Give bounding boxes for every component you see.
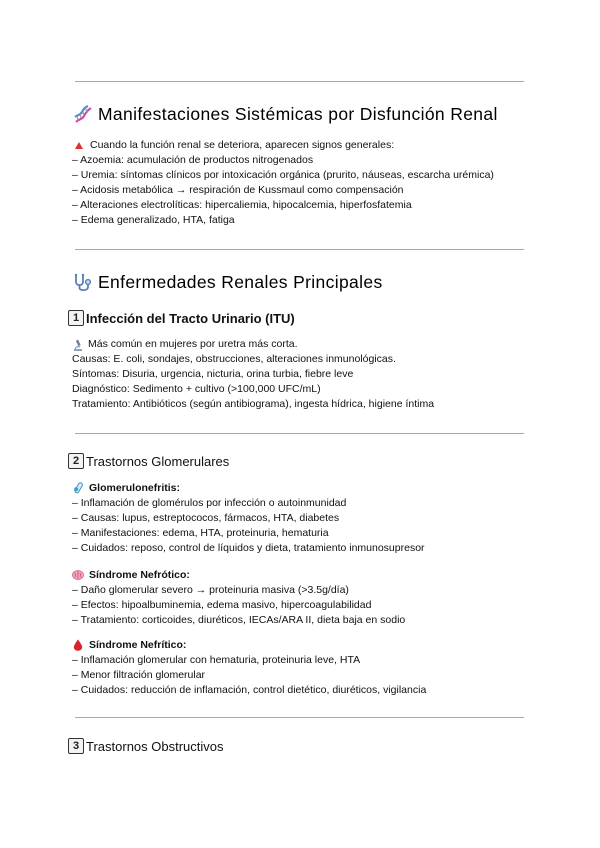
list-item: – Daño glomerular severo → proteinuria masiva (>3.5g/día) [72,584,349,596]
list-item: – Acidosis metabólica → respiración de Kussmaul como compensación [72,184,404,196]
red-triangle-icon [75,142,83,149]
list-item: – Edema generalizado, HTA, fatiga [72,214,235,226]
divider [75,717,524,718]
dna-icon [72,105,94,125]
list-item: – Efectos: hipoalbuminemia, edema masivo, hipercoagulabilidad [72,599,372,611]
nefrotico-list [72,583,405,628]
glomerulonefritis-list [72,496,425,556]
list-item: Síntomas: Disuria, urgencia, nicturia, orina turbia, fiebre leve [72,368,354,380]
list-item: – Inflamación glomerular con hematuria, proteinuria leve, HTA [72,654,361,666]
list-item: Diagnóstico: Sedimento + cultivo (>100,000 UFC/mL) [72,383,321,395]
divider [75,249,524,250]
microscope-icon [72,339,84,351]
subsection-title-text: Infección del Tracto Urinario (ITU) [86,310,295,326]
nefritico-heading [72,639,186,651]
glomerulonefritis-heading [72,482,180,494]
number-badge: 2 [68,453,84,469]
subsection-title-text: Trastornos Glomerulares [86,453,230,469]
subsection-title-text: Trastornos Obstructivos [86,738,224,754]
section-title-text: Enfermedades Renales Principales [98,272,383,292]
number-badge: 3 [68,738,84,754]
list-item: – Manifestaciones: edema, HTA, proteinuria, hematuria [72,527,329,539]
list-item: – Cuidados: reposo, control de líquidos y dieta, tratamiento inmunosupresor [72,542,425,554]
itu-note [72,337,434,352]
list-item: – Uremia: síntomas clínicos por intoxicación orgánica (prurito, náuseas, escarcha urémica) [72,169,494,181]
list-item: – Causas: lupus, estreptococos, fármacos, HTA, diabetes [72,512,340,524]
list-item: Causas: E. coli, sondajes, obstrucciones, alteraciones inmunológicas. [72,353,396,365]
section-title-enfermedades [72,272,383,293]
subheading-text: Glomerulonefritis: [89,482,181,494]
subheading-text: Síndrome Nefrítico: [89,639,187,651]
list-item: – Alteraciones electrolíticas: hipercaliemia, hipocalcemia, hiperfosfatemia [72,199,412,211]
itu-body [72,337,434,412]
divider [75,433,524,434]
subsection-title-itu [68,310,295,326]
section-title-text: Manifestaciones Sistémicas por Disfunción Renal [98,104,498,124]
intro-text: Cuando la función renal se deteriora, aparecen signos generales: [90,139,395,151]
list-item: – Menor filtración glomerular [72,669,206,681]
stethoscope-icon [72,273,94,293]
divider [75,81,524,82]
subsection-title-glomerulares [68,453,229,469]
blood-drop-icon [72,639,84,651]
nefritico-list [72,653,426,698]
brain-icon [72,569,84,581]
number-badge: 1 [68,310,84,326]
list-item: – Tratamiento: corticoides, diuréticos, IECAs/ARA II, dieta baja en sodio [72,614,406,626]
section1-body [72,138,494,228]
test-tube-icon [72,482,84,494]
nefrotico-heading [72,569,190,581]
subheading-text: Síndrome Nefrótico: [89,569,190,581]
list-item: – Inflamación de glomérulos por infección o autoinmunidad [72,497,347,509]
intro-line [72,138,494,153]
list-item: – Cuidados: reducción de inflamación, control dietético, diuréticos, vigilancia [72,684,427,696]
subsection-title-obstructivos [68,738,224,754]
list-item: Tratamiento: Antibióticos (según antibiograma), ingesta hídrica, higiene íntima [72,398,435,410]
list-item: – Azoemia: acumulación de productos nitrogenados [72,154,314,166]
itu-note-text: Más común en mujeres por uretra más corta. [88,338,298,350]
section-title-manifestaciones [72,104,498,125]
